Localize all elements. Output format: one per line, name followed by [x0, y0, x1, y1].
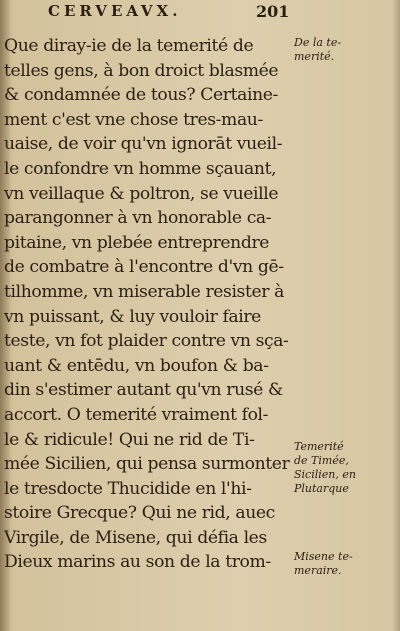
text-line: le & ridicule! Qui ne rid de Ti- [4, 429, 255, 450]
text-line: teste, vn fot plaider contre vn sça- [4, 331, 289, 352]
text-line: ment c'est vne chose tres-mau- [4, 109, 263, 130]
margin-note-line: Sicilien, en [294, 468, 356, 481]
margin-note-line: merité. [294, 50, 335, 63]
text-line: Que diray-ie de la temerité de [4, 36, 254, 56]
text-line: vn puissant, & luy vouloir faire [4, 306, 261, 327]
margin-note-timee [294, 440, 356, 496]
running-head: CERVEAVX. [48, 2, 182, 20]
text-line: le confondre vn homme sçauant, [4, 158, 277, 179]
text-line: uaise, de voir qu'vn ignorāt vueil- [4, 134, 283, 155]
margin-note-line: Plutarque [294, 482, 349, 495]
margin-note-line: Misene te- [294, 550, 353, 563]
text-line: telles gens, à bon droict blasmée [4, 60, 279, 81]
page-header [20, 2, 380, 24]
margin-note-misene [294, 550, 353, 578]
page-number: 201 [256, 2, 290, 21]
text-line: din s'estimer autant qu'vn rusé & [4, 380, 283, 401]
text-line: tilhomme, vn miserable resister à [4, 281, 284, 302]
page-edge-shadow [392, 0, 400, 631]
body-text [4, 34, 304, 575]
margin-note-line: de Timée, [294, 454, 349, 467]
text-line: le tresdocte Thucidide en l'hi- [4, 478, 252, 499]
text-line: vn veillaque & poltron, se vueille [4, 183, 279, 204]
text-line: Dieux marins au son de la trom- [4, 552, 271, 573]
text-line: mée Sicilien, qui pensa surmonter [4, 454, 290, 475]
text-line: de combatre à l'encontre d'vn gē- [4, 257, 284, 278]
margin-note-line: Temerité [294, 440, 344, 453]
margin-note-line: meraire. [294, 564, 342, 577]
text-line: accort. O temerité vraiment fol- [4, 404, 269, 425]
text-line: Virgile, de Misene, qui défia les [4, 527, 267, 548]
text-line: uant & entēdu, vn boufon & ba- [4, 355, 269, 376]
text-line: stoire Grecque? Qui ne rid, auec [4, 503, 275, 524]
text-line: parangonner à vn honorable ca- [4, 208, 272, 229]
margin-note-temerite [294, 36, 341, 64]
text-line: & condamnée de tous? Certaine- [4, 85, 278, 106]
margin-note-line: De la te- [294, 36, 342, 49]
text-line: pitaine, vn plebée entreprendre [4, 232, 270, 253]
